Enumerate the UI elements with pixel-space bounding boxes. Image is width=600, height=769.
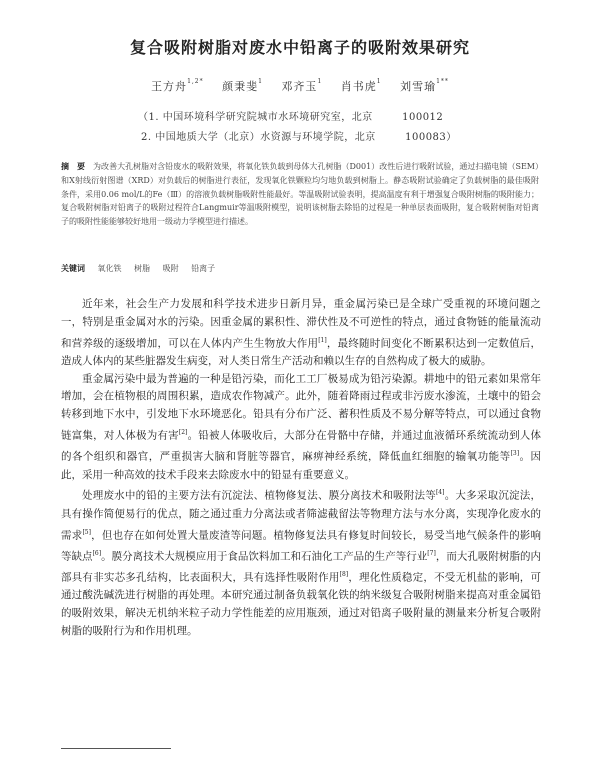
author-name: 邓齐玉	[281, 80, 318, 93]
paragraph-3: 处理废水中的铅的主要方法有沉淀法、植物修复法、膜分离技术和吸附法等[4]。大多采取沉淀法，具有操作简便易行的优点，随之通过重力分离法或者筛滤截留法等物理方法与水分离，实现净化废水的需求[5]，但也存在如何处置大量废渣等问题。植物修复法具有修复时间较长，易受当地气候条件的影响等缺点[6]。膜分离技术大规模应用于食品饮料加工和石油化工产品的生产等行业[7]，而大孔吸附树脂的内部具有非实芯多孔结构，比表面积大，具有选择性吸附作用[8]，理化性质稳定，不受无机盐的影响，可通过酸洗碱洗进行树脂的再处理。本研究通过制备负载氧化铁的纳米级复合吸附树脂来提高对重金属铅的吸附效果，解决无机纳米粒子动力学性能差的应用瓶颈，通过对铅离子吸附量的测量来分析复合吸附树脂的吸附行为和作用机理。	[61, 489, 542, 638]
affiliation-postcode: 100083）	[405, 132, 457, 143]
author-sup: 1**	[436, 78, 449, 85]
affiliation-postcode: 100012	[402, 112, 444, 123]
paragraph-2: 重金属污染中最为普遍的一种是铅污染，而化工工厂极易成为铅污染源。耕地中的铅元素如果常年增加，会在植物根的周围积累，造成农作物减产。此外，随着降雨过程或非污废水渗流，土壤中的铅会转移到地下水中，引发地下水环境恶化。铅具有分布广泛、蓄积性质及不易分解等特点，可以通过食物链富集，对人体极为有害[2]。铅被人体吸收后，大部分在骨骼中存储，并通过血液循环系统流动到人体的各个组织和器官，严重损害大脑和肾脏等器官，麻痹神经系统，降低血红细胞的输氧功能等[3]。因此，采用一种高效的技术手段来去除废水中的铅显有重要意义。	[61, 372, 542, 481]
paper-title: 复合吸附树脂对废水中铅离子的吸附效果研究	[129, 38, 470, 57]
keyword: 吸附	[162, 264, 179, 273]
keywords	[61, 263, 225, 274]
citation: [8]	[339, 571, 349, 579]
citation: [1]	[318, 336, 327, 344]
citation: [4]	[435, 489, 445, 497]
author-sup: 1,2*	[187, 78, 204, 85]
author-sup: 1	[376, 78, 382, 85]
body-text	[61, 296, 541, 641]
footnote-divider	[61, 748, 171, 749]
citation: [7]	[427, 549, 436, 557]
author-name: 肖书虎	[340, 80, 377, 93]
keywords-label: 关键词	[61, 264, 85, 273]
abstract	[61, 160, 539, 229]
affiliation-1	[138, 108, 443, 123]
affiliation-text: 2. 中国地质大学（北京）水资源与环境学院，北京	[141, 132, 376, 143]
keyword: 铅离子	[191, 264, 216, 273]
author-sup: 1	[317, 78, 323, 85]
abstract-text: 为改善大孔树脂对含铅废水的吸附效果，将氧化铁负载到母体大孔树脂（D001）改性后进行吸附试验，通过扫描电镜（SEM）和X射线衍射图谱（XRD）对负载后的树脂进行表征，发现氧化铁颗粒均匀地负载到树脂上。静态吸附试验确定了负载树脂的最佳吸附条件，采用0.06 mol/L的Fe（Ⅲ）的溶液负载树脂吸附性能最好。等温吸附试验表明，提高温度有利于增强复合吸附树脂的吸附能力；复合吸附树脂对铅离子的吸附过程符合Langmuir等温吸附模型，说明该树脂去除铅的过程是一种单层表面吸附，复合吸附树脂对铅离子的吸附性能能够较好地用一级动力学模型进行描述。	[61, 162, 539, 227]
citation: [3]	[510, 450, 520, 458]
abstract-label: 摘 要	[61, 162, 86, 171]
author-name: 王方舟	[151, 80, 188, 93]
citation: [6]	[92, 549, 102, 557]
affiliation-2	[141, 128, 457, 143]
paragraph-1: 近年来，社会生产力发展和科学技术进步日新月异，重金属污染已是全球广受重视的环境问题之一，特别是重金属对水的污染。因重金属的累积性、滞伏性及不可逆性的特点，通过食物链的能量流动和营养级的逐级增加，可以在人体内产生生物放大作用[1]，最终随时间变化不断累积达到一定数值后，造成人体内的某些脏器发生病变，对人类日常生产活动和赖以生存的自然构成了极大的威胁。	[61, 298, 542, 367]
keyword: 树脂	[134, 264, 151, 273]
affiliation-text: （1. 中国环境科学研究院城市水环境研究室，北京	[138, 112, 373, 123]
author-list	[0, 78, 600, 94]
author-sup: 1	[258, 78, 263, 85]
author-name: 刘雪瑜	[400, 80, 437, 93]
keyword: 氧化铁	[97, 264, 122, 273]
citation: [2]	[178, 429, 188, 437]
author-name: 颜秉斐	[222, 80, 259, 93]
citation: [5]	[82, 528, 91, 536]
